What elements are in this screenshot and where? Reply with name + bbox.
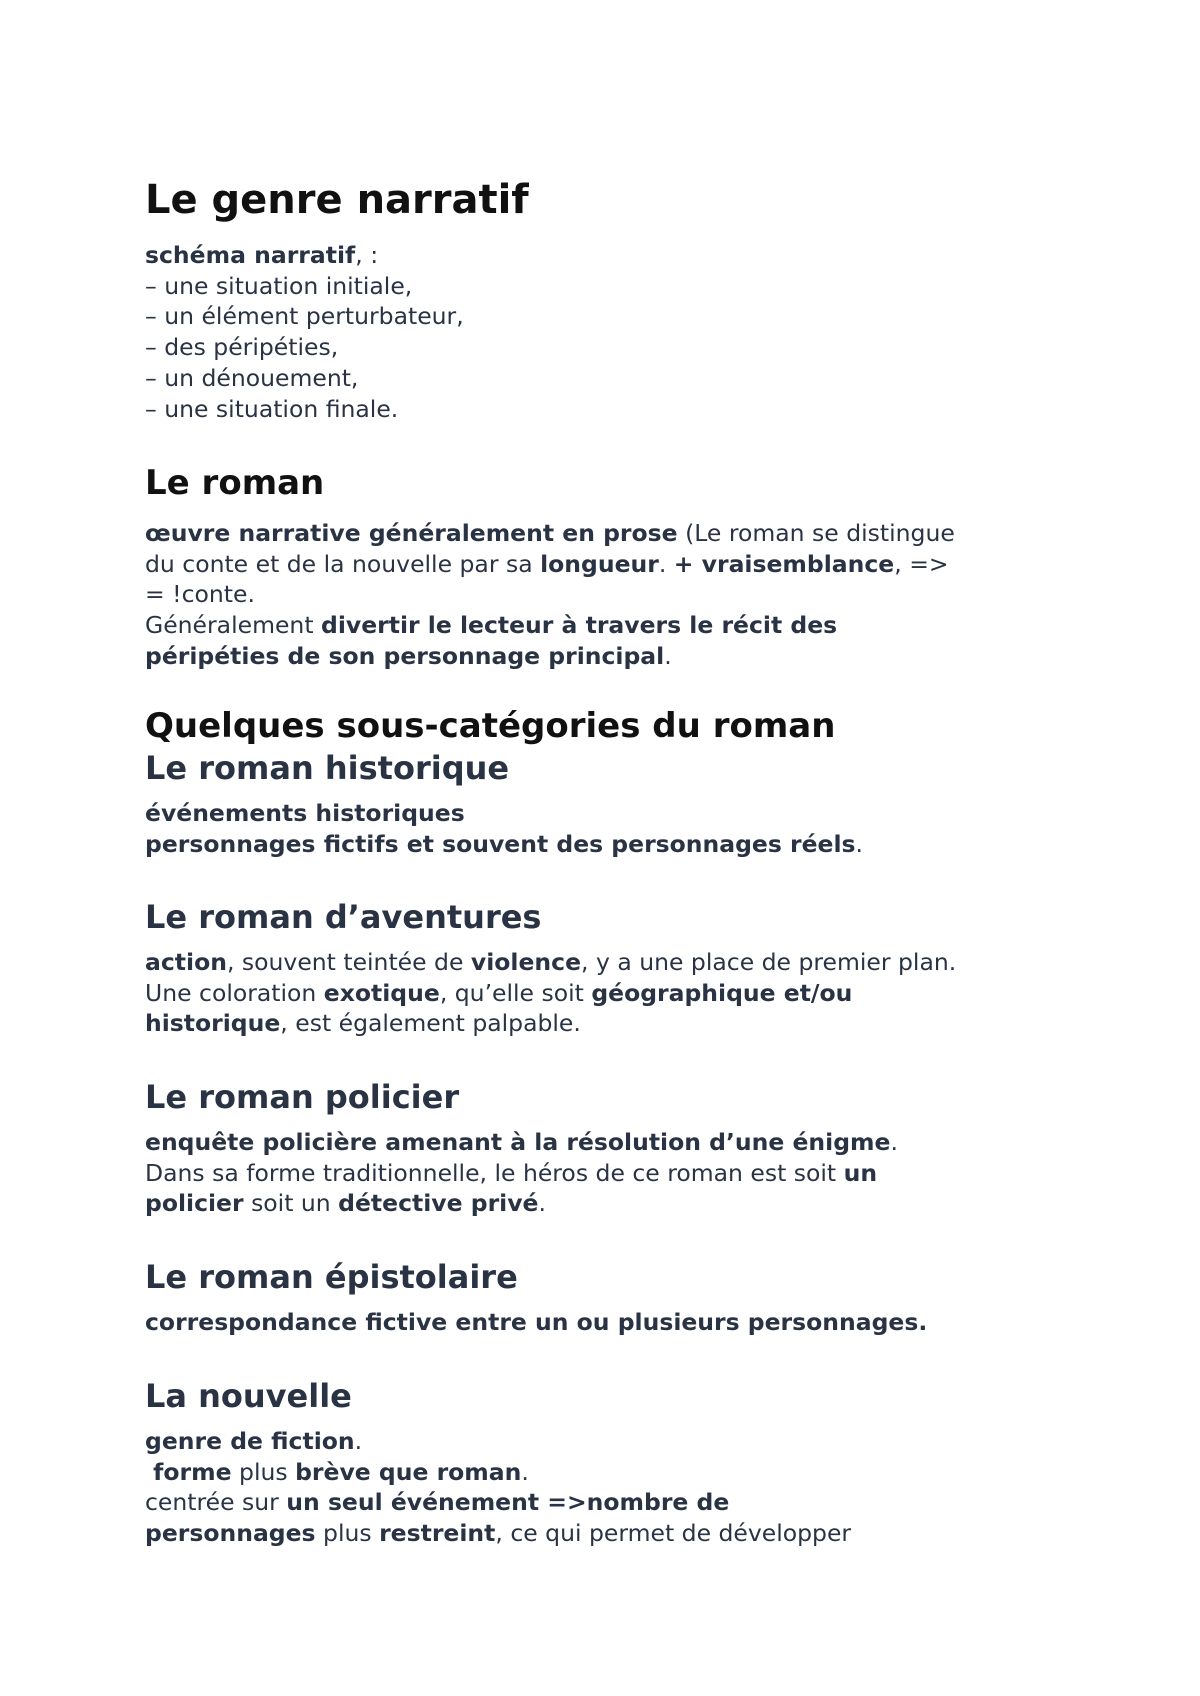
nouvelle-line-3 — [145, 1487, 1075, 1518]
roman-line-1 — [145, 518, 1075, 549]
roman-text: du conte et de la nouvelle par sa — [145, 549, 541, 578]
aventures-text: , est également palpable. — [280, 1009, 581, 1038]
nouvelle-text: , ce qui permet de développer — [495, 1519, 852, 1548]
policier-text: . — [890, 1128, 898, 1156]
nouvelle-bold-text: un seul événement =>nombre de — [286, 1488, 730, 1517]
subheading-nouvelle: La nouvelle — [145, 1377, 352, 1415]
aventures-text: , souvent teintée de — [226, 948, 471, 976]
historique-text: . — [855, 829, 864, 858]
nouvelle-text: . — [354, 1427, 363, 1455]
page-title: Le genre narratif — [145, 177, 529, 223]
aventures-line-2 — [145, 978, 1075, 1009]
subheading-policier: Le roman policier — [145, 1078, 460, 1116]
policier-line-1 — [145, 1127, 1075, 1158]
roman-bold-text: œuvre narrative généralement en prose — [145, 519, 678, 547]
policier-block — [145, 1127, 1075, 1219]
nouvelle-text: plus — [231, 1457, 296, 1486]
policier-text: soit un — [243, 1189, 339, 1218]
schema-item: – un élément perturbateur, — [145, 302, 464, 331]
roman-line-2 — [145, 549, 1075, 580]
aventures-line-3 — [145, 1008, 1075, 1039]
policier-text: Dans sa forme traditionnelle, le héros de ce roman est soit — [145, 1158, 844, 1187]
schema-item: – un dénouement, — [145, 363, 359, 392]
policier-bold-text: policier — [145, 1189, 244, 1218]
roman-text: . — [658, 549, 674, 578]
epistolaire-line-1 — [145, 1307, 1075, 1338]
policier-line-3 — [145, 1188, 1075, 1219]
roman-text: (Le roman se distingue — [677, 519, 955, 547]
policier-bold-text: un — [843, 1158, 878, 1187]
nouvelle-text: centrée sur — [145, 1488, 287, 1517]
schema-lead-rest: , : — [355, 241, 379, 269]
aventures-text: , qu’elle soit — [439, 978, 592, 1007]
aventures-text: , y a une place de premier plan. — [581, 948, 957, 976]
aventures-bold-text: action — [145, 948, 227, 976]
policier-text: . — [538, 1189, 546, 1218]
subheading-aventures: Le roman d’aventures — [145, 898, 542, 936]
schema-lead-bold: schéma narratif — [145, 241, 356, 269]
nouvelle-block — [145, 1426, 1075, 1549]
subheading-epistolaire: Le roman épistolaire — [145, 1258, 518, 1296]
roman-line-3: = !conte. — [145, 580, 255, 609]
policier-line-2 — [145, 1158, 1075, 1189]
subheading-historique: Le roman historique — [145, 749, 510, 787]
nouvelle-text: plus — [315, 1519, 380, 1548]
section-heading-sous-categories: Quelques sous-catégories du roman — [145, 706, 836, 746]
policier-bold-text: enquête policière amenant à la résolution d’une énigme — [145, 1128, 891, 1156]
historique-line-2 — [145, 829, 1075, 860]
nouvelle-bold-text: forme — [145, 1457, 232, 1486]
nouvelle-bold-text: restreint — [379, 1519, 496, 1548]
roman-bold-text: péripéties de son personnage principal — [145, 641, 665, 670]
roman-text: Généralement — [145, 611, 321, 640]
section-heading-roman: Le roman — [145, 463, 325, 503]
roman-bold-text: divertir le lecteur à travers le récit des — [321, 611, 838, 640]
nouvelle-line-1 — [145, 1426, 1075, 1457]
historique-bold-text: événements historiques — [145, 799, 465, 827]
epistolaire-block — [145, 1307, 1075, 1338]
roman-line-4 — [145, 610, 1075, 641]
roman-text: . — [664, 641, 672, 670]
aventures-text: Une coloration — [145, 978, 324, 1007]
aventures-bold-text: historique — [145, 1009, 281, 1038]
policier-bold-text: détective privé — [338, 1189, 539, 1218]
epistolaire-bold-text: correspondance fictive entre un ou plusieurs personnages. — [145, 1308, 928, 1336]
nouvelle-line-4 — [145, 1518, 1075, 1549]
roman-text: , => — [894, 549, 949, 578]
historique-block — [145, 798, 1075, 859]
nouvelle-bold-text: brève que roman — [295, 1457, 522, 1486]
nouvelle-text: . — [521, 1457, 529, 1486]
schema-lead — [145, 240, 1075, 271]
roman-bold-text: longueur — [540, 549, 659, 578]
nouvelle-line-2 — [145, 1457, 1075, 1488]
roman-bold-text: + vraisemblance — [673, 549, 895, 578]
aventures-block — [145, 947, 1075, 1039]
aventures-line-1 — [145, 947, 1075, 978]
nouvelle-bold-text: personnages — [145, 1519, 316, 1548]
schema-block — [145, 240, 1075, 424]
aventures-bold-text: violence — [470, 948, 582, 976]
nouvelle-bold-text: genre de fiction — [145, 1427, 355, 1455]
aventures-bold-text: géographique et/ou — [591, 978, 853, 1007]
schema-item: – une situation initiale, — [145, 271, 413, 300]
historique-bold-text: personnages fictifs et souvent des personnages réels — [145, 829, 856, 858]
schema-item: – une situation finale. — [145, 394, 399, 423]
schema-item: – des péripéties, — [145, 333, 339, 362]
roman-block — [145, 518, 1075, 672]
roman-line-5 — [145, 641, 1075, 672]
aventures-bold-text: exotique — [323, 978, 440, 1007]
historique-line-1 — [145, 798, 1075, 829]
